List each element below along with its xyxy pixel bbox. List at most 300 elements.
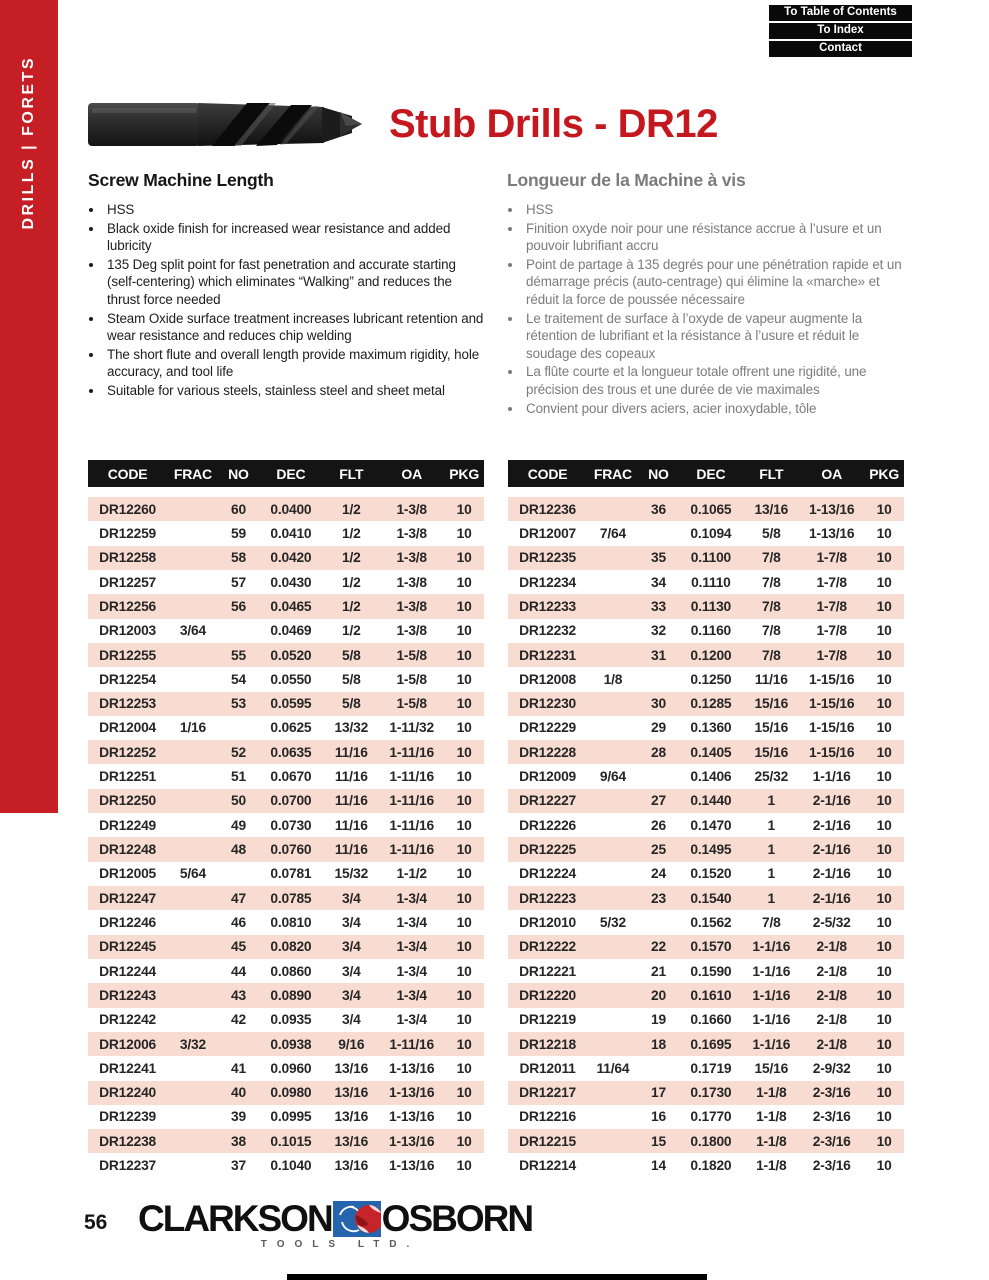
table-cell: 0.0410 <box>270 525 312 541</box>
table-cell: 42 <box>230 1012 246 1028</box>
table-cell: 0.1015 <box>270 1133 312 1149</box>
table-row <box>508 1056 904 1080</box>
table-cell: DR12241 <box>99 1060 157 1076</box>
table-cell: DR12236 <box>519 501 577 517</box>
table-row <box>88 692 484 716</box>
table-cell: 1-1/8 <box>756 1085 787 1101</box>
table-cell: 11/16 <box>754 671 788 687</box>
table-row <box>88 667 484 691</box>
table-cell: 7/8 <box>762 574 781 590</box>
table-cell: 10 <box>456 866 472 882</box>
table-row <box>88 1105 484 1129</box>
table-cell: 0.0890 <box>270 987 312 1003</box>
table-row <box>508 764 904 788</box>
column-header-pkg: PKG <box>869 465 900 482</box>
table-row <box>508 959 904 983</box>
table-cell: 1-13/16 <box>808 525 855 541</box>
table-cell: 0.1520 <box>690 866 732 882</box>
company-logo <box>138 1200 532 1250</box>
table-cell: 1-11/16 <box>389 769 434 785</box>
table-cell: 10 <box>876 1012 892 1028</box>
table-cell: 1-11/16 <box>389 1036 434 1052</box>
table-cell: 1-3/8 <box>396 623 427 639</box>
table-cell: 10 <box>876 1109 892 1125</box>
table-cell: 10 <box>876 647 892 663</box>
table-cell: 1-3/4 <box>396 914 427 930</box>
table-cell: 10 <box>876 525 892 541</box>
table-cell: 28 <box>650 744 666 760</box>
table-cell: 10 <box>456 574 472 590</box>
table-cell: 32 <box>650 623 666 639</box>
table-cell: 3/4 <box>342 963 361 979</box>
table-cell: 22 <box>650 939 666 955</box>
table-cell: 1-11/16 <box>389 793 434 809</box>
nav-button-contact[interactable]: Contact <box>769 41 912 57</box>
table-cell: 1-13/16 <box>388 1060 435 1076</box>
table-cell: 0.0730 <box>270 817 312 833</box>
table-row <box>88 1129 484 1153</box>
section-french <box>507 170 911 418</box>
section-heading-english: Screw Machine Length <box>88 170 274 190</box>
column-header-oa: OA <box>401 465 422 482</box>
table-cell: 0.0810 <box>270 914 312 930</box>
table-cell: 10 <box>456 671 472 687</box>
table-cell: 10 <box>456 1036 472 1052</box>
feature-list-french <box>507 201 911 417</box>
table-cell: DR12245 <box>99 939 157 955</box>
table-row <box>88 643 484 667</box>
table-cell: 2-1/8 <box>816 987 847 1003</box>
table-cell: 10 <box>456 598 472 614</box>
table-cell: 34 <box>650 574 666 590</box>
feature-bullet: • Suitable for various steels, stainless steel and sheet metal <box>104 382 486 400</box>
table-cell: 1-15/16 <box>808 671 855 687</box>
table-cell: DR12254 <box>99 671 157 687</box>
table-cell: 0.1250 <box>690 671 732 687</box>
table-row <box>88 546 484 570</box>
table-cell: 36 <box>650 501 666 517</box>
table-cell: 13/16 <box>334 1085 369 1101</box>
table-cell: 0.1040 <box>270 1158 312 1174</box>
table-cell: 2-1/16 <box>812 793 851 809</box>
table-cell: DR12252 <box>99 744 157 760</box>
table-row <box>508 1008 904 1032</box>
table-cell: DR12220 <box>519 987 577 1003</box>
table-cell: 24 <box>650 866 666 882</box>
table-cell: 10 <box>456 963 472 979</box>
logo-word-osborn: OSBORN <box>381 1198 533 1239</box>
footer-rule <box>287 1274 707 1280</box>
table-cell: 35 <box>650 550 666 566</box>
table-cell: 13/32 <box>334 720 369 736</box>
table-cell: 1/2 <box>342 550 361 566</box>
table-cell: 0.0400 <box>270 501 312 517</box>
table-cell: 10 <box>876 963 892 979</box>
table-row <box>88 619 484 643</box>
table-cell: 1/2 <box>342 574 361 590</box>
table-cell: 1-1/8 <box>756 1133 787 1149</box>
table-cell: DR12224 <box>519 866 577 882</box>
table-cell: 0.0420 <box>270 550 312 566</box>
table-cell: 27 <box>650 793 666 809</box>
table-cell: DR12240 <box>99 1085 157 1101</box>
table-cell: 10 <box>876 550 892 566</box>
table-cell: 10 <box>876 1133 892 1149</box>
table-cell: 7/8 <box>762 647 781 663</box>
table-cell: 44 <box>230 963 246 979</box>
table-cell: DR12010 <box>519 914 577 930</box>
page-number: 56 <box>84 1211 108 1234</box>
column-header-frac: FRAC <box>173 465 212 482</box>
table-cell: 59 <box>230 525 246 541</box>
table-cell: 10 <box>876 842 892 858</box>
table-cell: 0.0760 <box>270 842 312 858</box>
table-cell: 13/16 <box>334 1158 369 1174</box>
table-cell: 3/4 <box>342 914 361 930</box>
table-cell: 10 <box>876 623 892 639</box>
table-cell: 0.1562 <box>690 914 732 930</box>
table-row <box>88 570 484 594</box>
table-cell: 10 <box>456 720 472 736</box>
table-cell: 1-5/8 <box>396 647 427 663</box>
feature-bullet: • The short flute and overall length provide maximum rigidity, hole accuracy, and tool life <box>104 346 486 381</box>
table-cell: 0.0938 <box>270 1036 312 1052</box>
table-row <box>88 886 484 910</box>
table-cell: 1-15/16 <box>808 720 855 736</box>
table-cell: 11/64 <box>596 1060 630 1076</box>
spec-table-right-body <box>508 497 904 1178</box>
table-cell: 26 <box>650 817 666 833</box>
table-cell: 7/64 <box>599 525 626 541</box>
table-cell: 2-1/16 <box>812 842 851 858</box>
table-cell: 10 <box>876 866 892 882</box>
table-cell: 0.1440 <box>690 793 732 809</box>
table-row <box>508 570 904 594</box>
column-header-no: NO <box>648 465 669 482</box>
table-cell: 10 <box>876 939 892 955</box>
table-cell: 10 <box>456 1158 472 1174</box>
table-row <box>88 862 484 886</box>
table-cell: 21 <box>650 963 666 979</box>
table-row <box>88 910 484 934</box>
table-cell: 7/8 <box>762 598 781 614</box>
table-cell: 29 <box>650 720 666 736</box>
section-english <box>88 170 486 401</box>
table-cell: 30 <box>650 696 666 712</box>
table-cell: 10 <box>876 574 892 590</box>
table-row <box>508 497 904 521</box>
table-cell: DR12230 <box>519 696 577 712</box>
table-cell: 10 <box>876 671 892 687</box>
table-cell: 10 <box>456 1012 472 1028</box>
table-cell: 3/4 <box>342 987 361 1003</box>
table-cell: 25 <box>650 842 666 858</box>
table-cell: 10 <box>456 914 472 930</box>
table-cell: 23 <box>650 890 666 906</box>
logo-pinwheel-icon <box>333 1201 381 1237</box>
table-cell: 0.0935 <box>270 1012 312 1028</box>
table-cell: 0.0670 <box>270 769 312 785</box>
table-cell: DR12253 <box>99 696 157 712</box>
table-cell: 2-1/16 <box>812 866 851 882</box>
table-cell: 1-11/16 <box>389 842 434 858</box>
table-cell: 10 <box>876 598 892 614</box>
feature-bullet: • HSS <box>104 201 486 219</box>
table-cell: DR12215 <box>519 1133 577 1149</box>
table-cell: 0.1695 <box>690 1036 732 1052</box>
table-cell: 1-1/2 <box>396 866 427 882</box>
table-cell: 5/32 <box>599 914 626 930</box>
table-cell: DR12225 <box>519 842 577 858</box>
column-header-flt: FLT <box>759 465 784 482</box>
table-cell: DR12260 <box>99 501 157 517</box>
table-cell: 10 <box>456 1133 472 1149</box>
table-row <box>88 837 484 861</box>
table-row <box>508 1032 904 1056</box>
table-cell: 37 <box>230 1158 246 1174</box>
table-row <box>88 959 484 983</box>
table-cell: DR12244 <box>99 963 157 979</box>
table-cell: 1-13/16 <box>808 501 855 517</box>
table-cell: 0.0781 <box>270 866 312 882</box>
table-cell: 0.0625 <box>270 720 312 736</box>
table-row <box>88 594 484 618</box>
table-cell: DR12221 <box>519 963 577 979</box>
table-cell: DR12219 <box>519 1012 577 1028</box>
table-cell: 2-1/8 <box>816 1036 847 1052</box>
table-cell: 1-3/8 <box>396 550 427 566</box>
feature-bullet: • Le traitement de surface à l’oxyde de vapeur augmente la rétention de lubrifiant et la résistance à l’usure et réduit le soudage des copeaux <box>523 310 911 363</box>
table-cell: 0.0700 <box>270 793 312 809</box>
table-cell: 33 <box>650 598 666 614</box>
table-cell: 1-7/8 <box>816 550 847 566</box>
table-cell: DR12234 <box>519 574 577 590</box>
table-cell: 7/8 <box>762 914 781 930</box>
table-cell: 19 <box>650 1012 666 1028</box>
table-row <box>508 862 904 886</box>
table-cell: 13/16 <box>754 501 789 517</box>
table-cell: 0.1285 <box>690 696 732 712</box>
table-cell: 2-5/32 <box>812 914 851 930</box>
table-cell: 2-1/8 <box>816 1012 847 1028</box>
table-cell: 1 <box>767 793 776 809</box>
table-cell: 10 <box>876 744 892 760</box>
table-cell: DR12257 <box>99 574 157 590</box>
table-cell: 0.1540 <box>690 890 732 906</box>
table-cell: 2-3/16 <box>812 1158 851 1174</box>
table-cell: 1-3/8 <box>396 525 427 541</box>
column-header-no: NO <box>228 465 249 482</box>
sidebar-section-tab <box>0 0 58 813</box>
table-cell: 10 <box>456 939 472 955</box>
table-cell: 10 <box>876 914 892 930</box>
table-cell: 10 <box>456 744 472 760</box>
table-cell: 55 <box>230 647 246 663</box>
table-cell: 0.1590 <box>690 963 732 979</box>
table-cell: 0.1360 <box>690 720 732 736</box>
table-cell: 51 <box>230 769 246 785</box>
table-cell: DR12216 <box>519 1109 577 1125</box>
table-cell: 48 <box>230 842 246 858</box>
table-cell: 53 <box>230 696 246 712</box>
table-cell: 0.1610 <box>690 987 732 1003</box>
table-cell: 1-13/16 <box>388 1158 435 1174</box>
table-cell: DR12249 <box>99 817 157 833</box>
table-row <box>88 813 484 837</box>
table-row <box>508 643 904 667</box>
column-header-code: CODE <box>527 465 568 482</box>
table-cell: 0.0550 <box>270 671 312 687</box>
table-row <box>508 740 904 764</box>
table-cell: 10 <box>876 817 892 833</box>
table-cell: 10 <box>876 890 892 906</box>
table-cell: DR12242 <box>99 1012 157 1028</box>
table-cell: 10 <box>876 720 892 736</box>
feature-bullet: • Steam Oxide surface treatment increases lubricant retention and wear resistance and reduces chip welding <box>104 310 486 345</box>
table-cell: 5/8 <box>762 525 781 541</box>
table-row <box>88 1081 484 1105</box>
table-row <box>508 667 904 691</box>
column-header-oa: OA <box>821 465 842 482</box>
table-cell: DR12223 <box>519 890 577 906</box>
table-cell: 10 <box>456 525 472 541</box>
table-cell: 5/8 <box>342 696 361 712</box>
feature-bullet: • Black oxide finish for increased wear resistance and added lubricity <box>104 220 486 255</box>
column-header-dec: DEC <box>696 465 726 482</box>
table-cell: 10 <box>876 1158 892 1174</box>
table-cell: 9/64 <box>599 769 626 785</box>
table-row <box>508 619 904 643</box>
table-cell: 1/2 <box>342 623 361 639</box>
feature-bullet: • 135 Deg split point for fast penetration and accurate starting (self-centering) which eliminates “Walking” and reduces the thrust force needed <box>104 256 486 309</box>
table-cell: 0.1570 <box>690 939 732 955</box>
column-header-pkg: PKG <box>449 465 480 482</box>
table-cell: 10 <box>456 501 472 517</box>
table-cell: DR12214 <box>519 1158 577 1174</box>
drill-bit-image <box>84 88 365 160</box>
table-cell: DR12011 <box>519 1060 576 1076</box>
feature-bullet: • HSS <box>523 201 911 219</box>
table-cell: 11/16 <box>334 744 368 760</box>
table-cell: 1-3/8 <box>396 574 427 590</box>
table-cell: 15/16 <box>754 696 789 712</box>
table-cell: DR12222 <box>519 939 577 955</box>
table-cell: 10 <box>876 987 892 1003</box>
table-cell: 18 <box>650 1036 666 1052</box>
table-cell: 0.0995 <box>270 1109 312 1125</box>
table-cell: 1 <box>767 890 776 906</box>
table-cell: DR12007 <box>519 525 577 541</box>
table-cell: 15/16 <box>754 1060 789 1076</box>
table-cell: 13/16 <box>334 1060 369 1076</box>
table-row <box>88 1056 484 1080</box>
table-cell: 2-3/16 <box>812 1133 851 1149</box>
sidebar-label-wrap <box>0 48 58 238</box>
table-cell: 10 <box>456 647 472 663</box>
table-cell: 1-1/8 <box>756 1158 787 1174</box>
table-cell: 0.1065 <box>690 501 732 517</box>
table-cell: 3/64 <box>179 623 206 639</box>
logo-word-clarkson: CLARKSON <box>138 1198 332 1239</box>
column-header-flt: FLT <box>339 465 364 482</box>
table-cell: 1-15/16 <box>808 744 855 760</box>
table-cell: 3/4 <box>342 939 361 955</box>
table-cell: 54 <box>230 671 246 687</box>
column-header-code: CODE <box>107 465 148 482</box>
table-row <box>508 521 904 545</box>
table-cell: 15/16 <box>754 744 789 760</box>
table-row <box>88 716 484 740</box>
table-cell: 0.1406 <box>690 769 732 785</box>
feature-bullet: • Point de partage à 135 degrés pour une pénétration rapide et un démarrage précis (auto-centrage) qui élimine la «marche» et réduit la force de poussée nécessaire <box>523 256 911 309</box>
table-cell: 1 <box>767 842 776 858</box>
table-cell: 0.1160 <box>690 623 732 639</box>
table-cell: 2-1/16 <box>812 890 851 906</box>
table-row <box>508 837 904 861</box>
table-row <box>508 935 904 959</box>
table-cell: 1-3/4 <box>396 939 427 955</box>
table-cell: 1/2 <box>342 501 361 517</box>
table-row <box>88 1153 484 1177</box>
table-cell: 15/32 <box>334 866 369 882</box>
spec-table-left-header <box>88 460 484 487</box>
table-cell: 1-7/8 <box>816 623 847 639</box>
table-cell: 2-3/16 <box>812 1109 851 1125</box>
table-cell: 5/8 <box>342 671 361 687</box>
table-cell: 1-11/32 <box>389 720 434 736</box>
table-cell: 10 <box>456 696 472 712</box>
table-cell: 0.1820 <box>690 1158 732 1174</box>
table-cell: 25/32 <box>754 769 789 785</box>
table-cell: DR12004 <box>99 720 157 736</box>
table-row <box>88 983 484 1007</box>
table-cell: 15/16 <box>754 720 789 736</box>
nav-button-to-table-of-contents[interactable]: To Table of Contents <box>769 5 912 21</box>
drill-bit-illustration <box>84 88 365 160</box>
table-cell: DR12258 <box>99 550 157 566</box>
feature-bullet: • La flûte courte et la longueur totale offrent une rigidité, une précision des trous et une durée de vie maximales <box>523 363 911 398</box>
table-row <box>88 740 484 764</box>
table-cell: 0.0520 <box>270 647 312 663</box>
table-row <box>508 886 904 910</box>
table-cell: 1-3/8 <box>396 501 427 517</box>
table-cell: 1-13/16 <box>388 1085 435 1101</box>
table-cell: 10 <box>456 987 472 1003</box>
table-cell: 7/8 <box>762 550 781 566</box>
table-cell: 0.1495 <box>690 842 732 858</box>
table-cell: DR12239 <box>99 1109 157 1125</box>
table-cell: 0.0595 <box>270 696 312 712</box>
table-cell: 3/32 <box>179 1036 206 1052</box>
table-cell: DR12251 <box>99 769 157 785</box>
table-cell: DR12228 <box>519 744 577 760</box>
table-cell: 0.0430 <box>270 574 312 590</box>
table-cell: DR12246 <box>99 914 157 930</box>
nav-button-to-index[interactable]: To Index <box>769 23 912 39</box>
table-row <box>88 789 484 813</box>
table-cell: 1-1/16 <box>752 1036 791 1052</box>
table-cell: 0.1660 <box>690 1012 732 1028</box>
table-cell: 60 <box>230 501 246 517</box>
table-cell: 1-3/4 <box>396 1012 427 1028</box>
feature-list-english <box>88 201 486 400</box>
table-cell: DR12250 <box>99 793 157 809</box>
table-cell: 57 <box>230 574 246 590</box>
table-row <box>88 935 484 959</box>
table-cell: 38 <box>230 1133 246 1149</box>
table-cell: 1 <box>767 817 776 833</box>
table-cell: DR12229 <box>519 720 577 736</box>
